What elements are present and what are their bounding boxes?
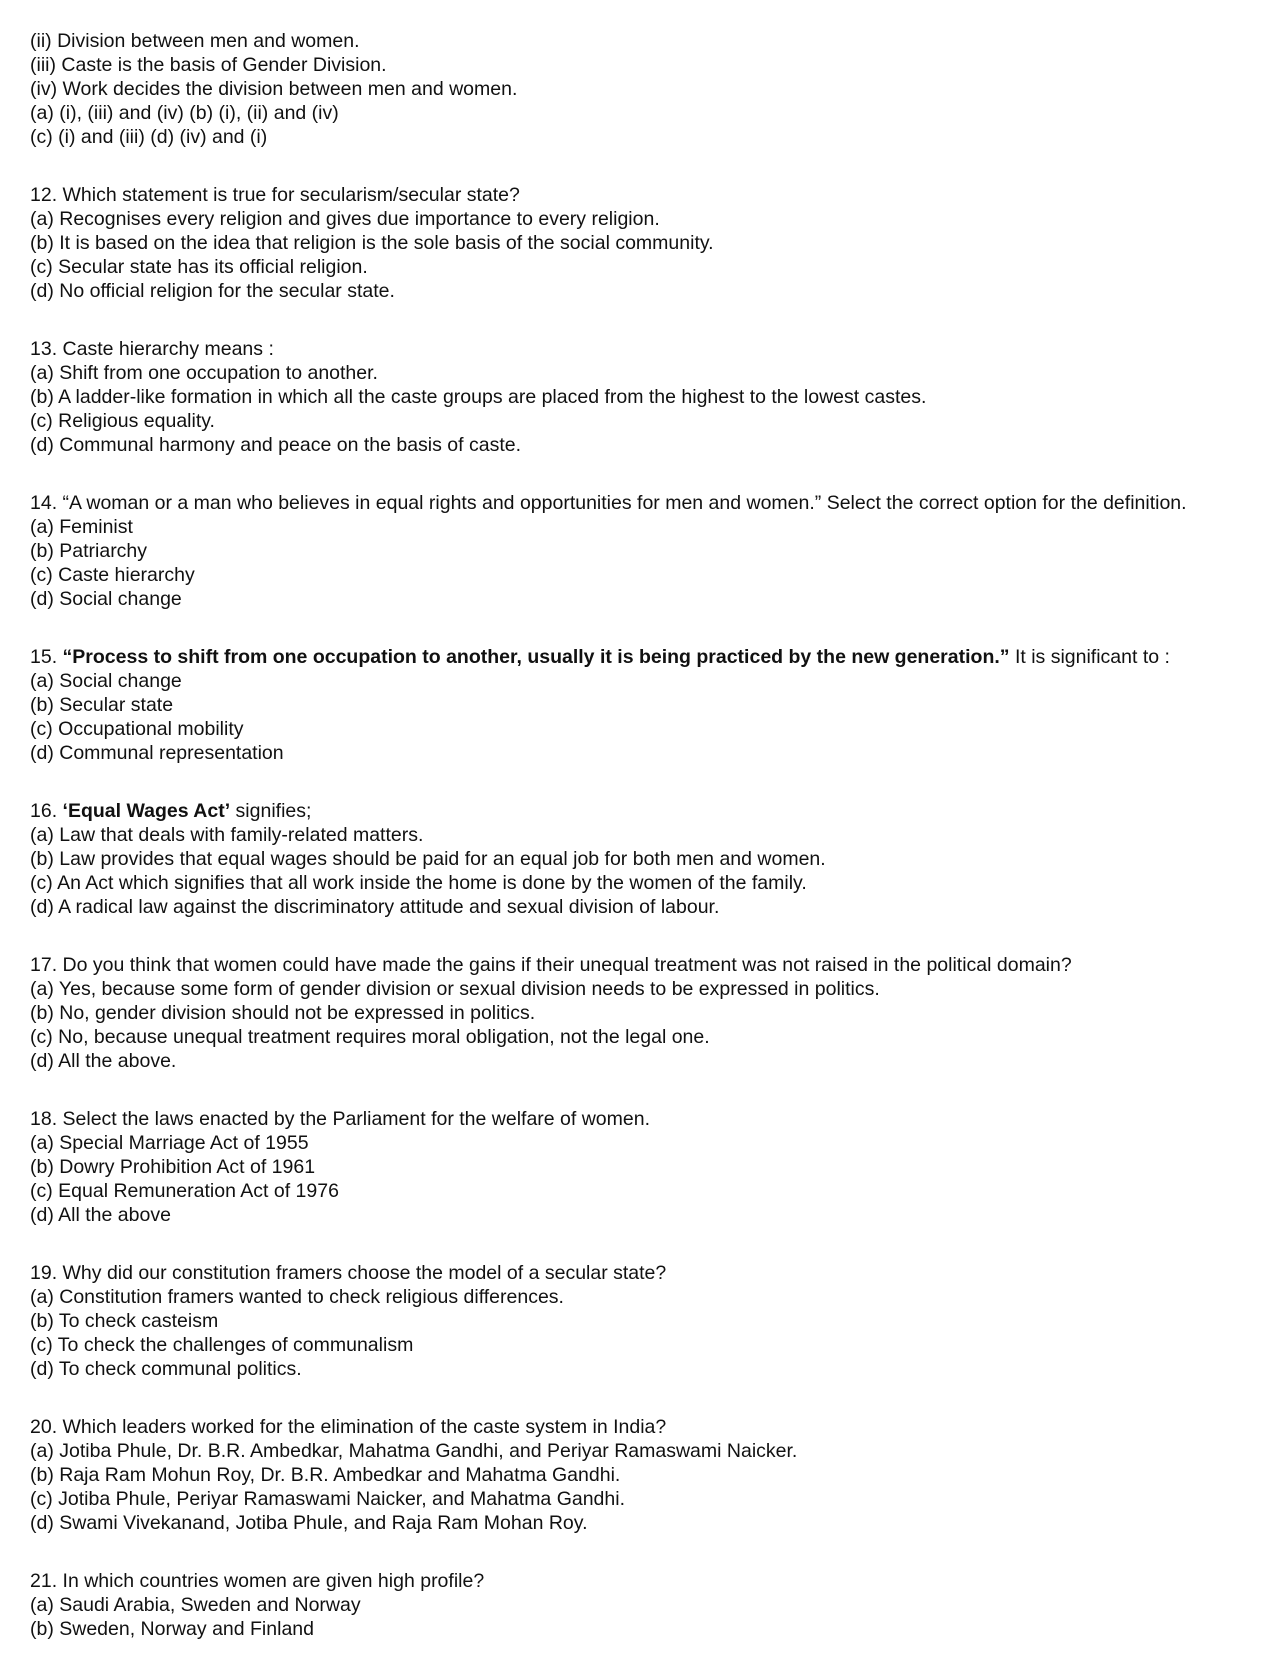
option-b: (b) No, gender division should not be expressed in politics. <box>30 1002 536 1024</box>
option-c: (c) An Act which signifies that all work inside the home is done by the women of the family. <box>30 872 807 894</box>
option-d: (d) No official religion for the secular state. <box>30 280 395 302</box>
question-stem <box>30 645 1265 669</box>
question-stem: 21. In which countries women are given high profile? <box>30 1570 485 1592</box>
document-page <box>30 29 1265 1675</box>
option-c: (c) Religious equality. <box>30 410 215 432</box>
question-stem: 19. Why did our constitution framers choose the model of a secular state? <box>30 1262 667 1284</box>
stem-bold-term: ‘Equal Wages Act’ <box>62 800 231 822</box>
question-stem: 14. “A woman or a man who believes in equal rights and opportunities for men and women.” Select the correct option for the definition. <box>30 492 1187 514</box>
question-21 <box>30 1569 1265 1641</box>
option-b: (b) Raja Ram Mohun Roy, Dr. B.R. Ambedkar and Mahatma Gandhi. <box>30 1464 621 1486</box>
stem-prefix: 15. <box>30 646 63 668</box>
question-12 <box>30 183 1265 303</box>
option-a: (a) Saudi Arabia, Sweden and Norway <box>30 1594 361 1616</box>
option-b: (b) Law provides that equal wages should be paid for an equal job for both men and women. <box>30 848 826 870</box>
option-d: (d) A radical law against the discriminatory attitude and sexual division of labour. <box>30 896 720 918</box>
option-a: (a) Jotiba Phule, Dr. B.R. Ambedkar, Mahatma Gandhi, and Periyar Ramaswami Naicker. <box>30 1440 798 1462</box>
fragment-line: (iii) Caste is the basis of Gender Division. <box>30 54 387 76</box>
option-d: (d) All the above <box>30 1204 171 1226</box>
option-c: (c) Secular state has its official religion. <box>30 256 368 278</box>
option-a: (a) Feminist <box>30 516 133 538</box>
stem-suffix: signifies; <box>230 800 312 822</box>
option-b: (b) Dowry Prohibition Act of 1961 <box>30 1156 316 1178</box>
stem-prefix: 16. <box>30 800 63 822</box>
option-a: (a) Constitution framers wanted to check religious differences. <box>30 1286 564 1308</box>
option-b: (b) Secular state <box>30 694 174 716</box>
stem-bold-quote: “Process to shift from one occupation to another, usually it is being practiced by the new generation.” <box>62 646 1010 668</box>
question-stem: 12. Which statement is true for secularism/secular state? <box>30 184 520 206</box>
option-d: (d) Social change <box>30 588 182 610</box>
question-16 <box>30 799 1265 919</box>
option-b: (b) It is based on the idea that religion is the sole basis of the social community. <box>30 232 714 254</box>
fragment-line: (ii) Division between men and women. <box>30 30 360 52</box>
question-stem <box>30 799 1265 823</box>
option-a: (a) Recognises every religion and gives due importance to every religion. <box>30 208 660 230</box>
question-15 <box>30 645 1265 765</box>
question-18 <box>30 1107 1265 1227</box>
option-a: (a) Law that deals with family-related matters. <box>30 824 424 846</box>
option-c: (c) To check the challenges of communalism <box>30 1334 414 1356</box>
question-17 <box>30 953 1265 1073</box>
option-c: (c) Jotiba Phule, Periyar Ramaswami Naicker, and Mahatma Gandhi. <box>30 1488 625 1510</box>
option-b: (b) Sweden, Norway and Finland <box>30 1618 314 1640</box>
option-c: (c) Occupational mobility <box>30 718 244 740</box>
question-stem: 17. Do you think that women could have made the gains if their unequal treatment was not raised in the political domain? <box>30 954 1072 976</box>
option-b: (b) A ladder-like formation in which all the caste groups are placed from the highest to the lowest castes. <box>30 386 927 408</box>
question-stem: 20. Which leaders worked for the elimination of the caste system in India? <box>30 1416 667 1438</box>
stem-suffix: It is significant to : <box>1009 646 1170 668</box>
option-c: (c) Equal Remuneration Act of 1976 <box>30 1180 339 1202</box>
option-d: (d) Swami Vivekanand, Jotiba Phule, and Raja Ram Mohan Roy. <box>30 1512 588 1534</box>
question-19 <box>30 1261 1265 1381</box>
option-a: (a) Shift from one occupation to another. <box>30 362 378 384</box>
option-d: (d) Communal representation <box>30 742 284 764</box>
option-d: (d) Communal harmony and peace on the basis of caste. <box>30 434 522 456</box>
fragment-line: (c) (i) and (iii) (d) (iv) and (i) <box>30 126 268 148</box>
option-b: (b) To check casteism <box>30 1310 219 1332</box>
question-11-fragment <box>30 29 1265 149</box>
question-stem: 18. Select the laws enacted by the Parliament for the welfare of women. <box>30 1108 651 1130</box>
option-a: (a) Special Marriage Act of 1955 <box>30 1132 309 1154</box>
fragment-line: (iv) Work decides the division between men and women. <box>30 78 518 100</box>
question-stem: 13. Caste hierarchy means : <box>30 338 274 360</box>
question-13 <box>30 337 1265 457</box>
option-c: (c) No, because unequal treatment requires moral obligation, not the legal one. <box>30 1026 710 1048</box>
fragment-line: (a) (i), (iii) and (iv) (b) (i), (ii) and (iv) <box>30 102 339 124</box>
option-d: (d) To check communal politics. <box>30 1358 302 1380</box>
option-a: (a) Yes, because some form of gender division or sexual division needs to be expressed in politics. <box>30 978 880 1000</box>
option-a: (a) Social change <box>30 670 182 692</box>
option-d: (d) All the above. <box>30 1050 177 1072</box>
question-14 <box>30 491 1265 611</box>
option-b: (b) Patriarchy <box>30 540 148 562</box>
question-20 <box>30 1415 1265 1535</box>
option-c: (c) Caste hierarchy <box>30 564 195 586</box>
